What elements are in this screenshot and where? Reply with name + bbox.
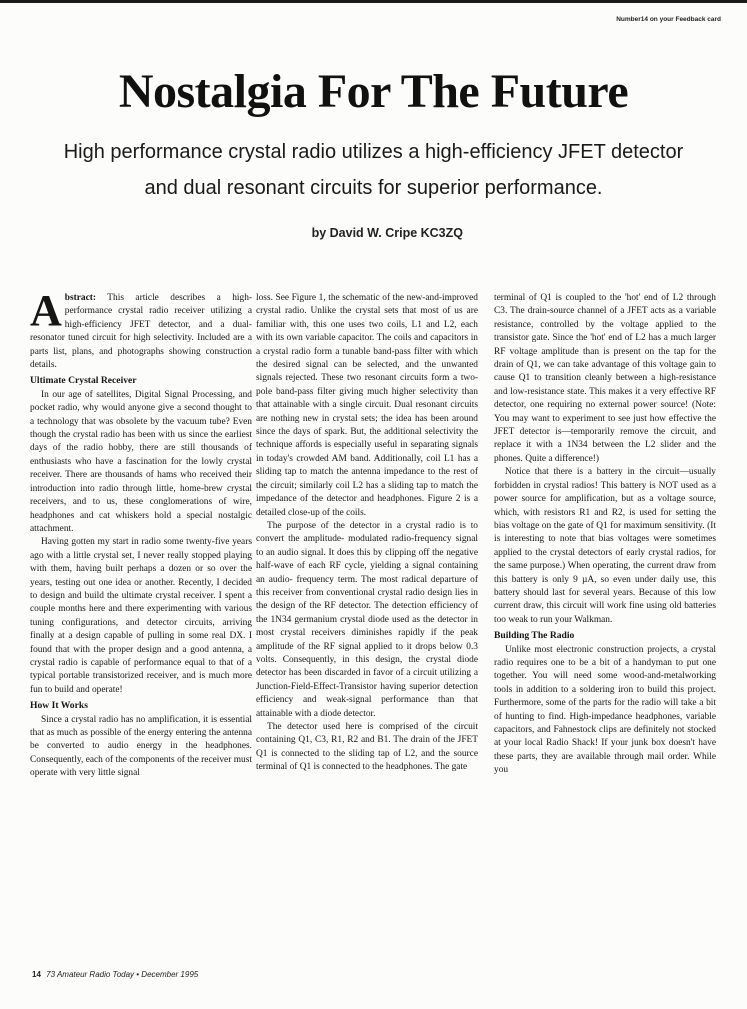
text-column-3 <box>494 292 716 964</box>
body-paragraph: terminal of Q1 is coupled to the 'hot' end of L2 through C3. The drain-source channel of a JFET acts as a variable resistance, controlled by the voltage applied to the transistor gate. Since the 'hot' end of L2 has a much larger RF voltage amplitude than is present on the tap for the drain of Q1, we can take advantage of this voltage gain to cause Q1 to transition cleanly between a high-resistance and low-resistance state. This makes it a very effective RF detector, one requiring no external power source! (Note: You may want to experiment to see just how effective the JFET detector is—temporarily remove the circuit, and replace it with a 1N34 between the L2 slider and the phones. Quite a difference!) <box>494 293 716 464</box>
feedback-note: Number14 on your Feedback card <box>616 16 721 23</box>
text-column-1 <box>30 292 252 964</box>
section-heading-how-it-works: How It Works <box>30 700 88 712</box>
section-heading-ultimate: Ultimate Crystal Receiver <box>30 375 137 387</box>
section-heading-building: Building The Radio <box>494 630 575 642</box>
page-footer <box>32 970 198 979</box>
abstract-label: bstract: <box>64 293 97 303</box>
text-column-2 <box>256 292 478 964</box>
body-paragraph: The detector used here is comprised of the circuit containing Q1, C3, R1, R2 and B1. The drain of the JFET Q1 is connected to the sliding tap of L2, and the source terminal of Q1 is connected to the headphones. The gate <box>256 722 478 773</box>
body-paragraph: The purpose of the detector in a crystal radio is to convert the amplitude- modulated radio-frequency signal to an audio signal. It does this by clipping off the negative half-wave of each RF cycle, yielding a signal containing an audio- frequency term. The most radical departure of this receiver from conventional crystal radio design lies in the design of the RF detector. The detection efficiency of the 1N34 germanium crystal diode used as the detector in most crystal receivers diminishes rapidly if the peak amplitude of the RF signal applied to it drops below 0.3 volts. Consequently, in this design, the crystal diode detector has been discarded in favor of a circuit utilizing a Junction-Field-Effect-Transistor having superior detection efficiency and weak-signal performance than that attainable with a diode detector. <box>256 520 478 719</box>
body-paragraph: Notice that there is a battery in the circuit—usually forbidden in crystal radios! This battery is NOT used as a power source for amplification, but as a voltage source, which, with resistors R1 and R2, is used for setting the bias voltage on the gate of Q1 for maximum sensitivity. (It is interesting to note that bias voltages were sometimes applied to the crystal detectors of early crystal radios, for the same purpose.) When operating, the current draw from this battery is only 9 µA, so even under daily use, this battery should last for several years. Because of this low current draw, this circuit will work fine using old batteries too weak to run your Walkman. <box>494 467 716 625</box>
body-paragraph: Having gotten my start in radio some twenty-five years ago with a little crystal set, I never really stopped playing with them, having built perhaps a dozen or so over the years, testing out one idea or another. Recently, I decided to design and build the ultimate crystal receiver. I spent a couple months here and there experimenting with various tuning configurations, and detector circuits, arriving finally at a design capable of pulling in some real DX. I found that with the proper design and a good antenna, a crystal radio is capable of performance equal to that of a typical portable transistorized receiver, and is much more fun to build and operate! <box>30 537 252 695</box>
body-paragraph: In our age of satellites, Digital Signal Processing, and pocket radio, why would anyone give a second thought to a technology that was obsolete by the vacuum tube? Even though the crystal radio has been with us since the earliest days of the radio hobby, there are still thousands of enthusiasts who have a fascination for the lowly crystal receiver. There are thousands of hams who received their introduction into radio through little, home-brew crystal receivers, and to us, these conglomerations of wire, headphones and cat whiskers hold a special nostalgic attachment. <box>30 389 252 534</box>
body-paragraph: Since a crystal radio has no amplification, it is essential that as much as possible of the energy entering the antenna be converted to audio energy in the headphones. Consequently, each of the components of the receiver must operate with very little signal <box>30 714 252 779</box>
article-subtitle: High performance crystal radio utilizes a high-efficiency JFET detector and dual resonant circuits for superior performance. <box>63 141 684 199</box>
drop-cap: A <box>30 292 62 335</box>
article-title: Nostalgia For The Future <box>118 65 629 118</box>
article-byline: by David W. Cripe KC3ZQ <box>311 226 463 240</box>
top-rule <box>0 0 747 3</box>
abstract-text: This article describes a high-performance crystal radio receiver utilizing a high-efficiency JFET detector, and a dual-resonator tuned circuit for high selectivity. Included are a parts list, plans, and photographs showing construction details. <box>30 293 252 371</box>
abstract-paragraph <box>30 292 252 372</box>
body-paragraph: Unlike most electronic construction projects, a crystal radio requires one to be a bit of a handyman to put one together. You will need some wood-and-metalworking tools in addition to a soldering iron to build this project. Furthermore, some of the parts for the radio will take a bit of hunting to find. High-impedance headphones, variable capacitors, and Fahnestock clips are definitely not stocked at your local Radio Shack! If your junk box doesn't have these parts, they are available through mail order. While you <box>494 644 716 776</box>
body-paragraph: loss. See Figure 1, the schematic of the new-and-improved crystal radio. Unlike the crystal sets that most of us are familiar with, this one uses two coils, L1 and L2, each with its own variable capacitor. The coils and capacitors in a crystal radio form a tunable band-pass filter with which the desired signal can be selected, and the unwanted signals rejected. These two resonant circuits form a two-pole band-pass filter giving much higher selectivity than that attainable with a single circuit. Dual resonant circuits are nothing new in crystal sets; the idea has been around since the days of spark. But, the additional selectivity the technique affords is especially useful in separating signals in today's crowded AM band. Additionally, coil L1 has a sliding tap to match the antenna impedance to the rest of the circuit; similarly coil L2 has a sliding tap to match the impedance of the detector and headphones. Figure 2 is a detailed close-up of the coils. <box>256 293 478 518</box>
publication-name: 73 Amateur Radio Today • December 1995 <box>46 970 199 979</box>
page-number: 14 <box>32 970 41 979</box>
